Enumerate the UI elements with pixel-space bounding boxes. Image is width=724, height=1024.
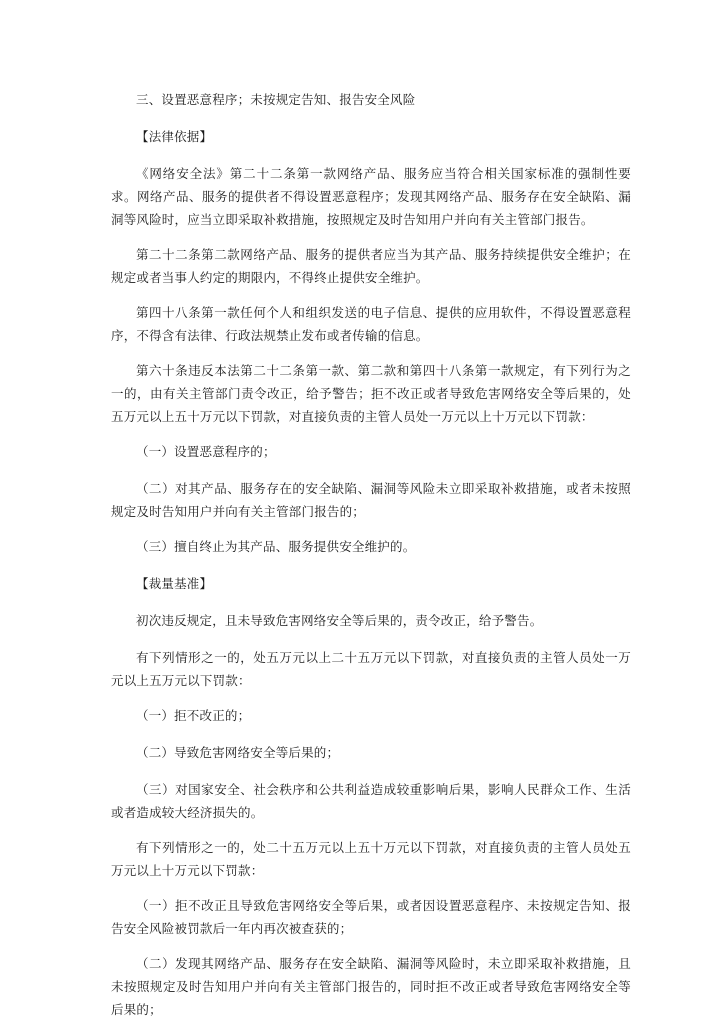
paragraph: 《网络安全法》第二十二条第一款网络产品、服务应当符合相关国家标准的强制性要求。网络产品、服务的提供者不得设置恶意程序；发现其网络产品、服务存在安全缺陷、漏洞等风险时，应当立即采取补救措施，按照规定及时告知用户并向有关主管部门报告。 — [111, 166, 631, 227]
list-item: （二）对其产品、服务存在的安全缺陷、漏洞等风险未立即采取补救措施，或者未按照规定及时告知用户并向有关主管部门报告的； — [111, 481, 631, 519]
paragraph: 第二十二条第二款网络产品、服务的提供者应当为其产品、服务持续提供安全维护；在规定或者当事人约定的期限内，不得终止提供安全维护。 — [111, 247, 631, 285]
list-item: （三）对国家安全、社会秩序和公共利益造成较重影响后果，影响人民群众工作、生活或者造成较大经济损失的。 — [111, 782, 631, 820]
list-item: （一）拒不改正且导致危害网络安全等后果，或者因设置恶意程序、未按规定告知、报告安全风险被罚款后一年内再次被查获的； — [111, 898, 631, 936]
paragraph: 初次违反规定，且未导致危害网络安全等后果的，责令改正，给予警告。 — [136, 613, 543, 628]
legal-basis-heading: 【法律依据】 — [136, 129, 213, 144]
paragraph: 有下列情形之一的，处二十五万元以上五十万元以下罚款，对直接负责的主管人员处五万元以上十万元以下罚款： — [111, 840, 631, 878]
list-item: （一）设置恶意程序的； — [136, 444, 276, 459]
paragraph: 有下列情形之一的，处五万元以上二十五万元以下罚款，对直接负责的主管人员处一万元以上五万元以下罚款： — [111, 650, 631, 688]
list-item: （二）导致危害网络安全等后果的； — [136, 745, 340, 760]
section-heading: 三、设置恶意程序；未按规定告知、报告安全风险 — [136, 92, 416, 107]
paragraph: 第四十八条第一款任何个人和组织发送的电子信息、提供的应用软件，不得设置恶意程序，不得含有法律、行政法规禁止发布或者传输的信息。 — [111, 305, 631, 343]
list-item: （三）擅自终止为其产品、服务提供安全维护的。 — [136, 539, 416, 554]
list-item: （二）发现其网络产品、服务存在安全缺陷、漏洞等风险时，未立即采取补救措施，且未按照规定及时告知用户并向有关主管部门报告的，同时拒不改正或者导致危害网络安全等后果的； — [111, 956, 631, 1017]
list-item: （一）拒不改正的； — [136, 708, 251, 723]
discretion-standard-heading: 【裁量基准】 — [136, 576, 213, 591]
paragraph: 第六十条违反本法第二十二条第一款、第二款和第四十八条第一款规定，有下列行为之一的，由有关主管部门责令改正，给予警告；拒不改正或者导致危害网络安全等后果的，处五万元以上五十万元以下罚款，对直接负责的主管人员处一万元以上十万元以下罚款： — [111, 363, 631, 424]
document-body — [111, 88, 631, 1021]
